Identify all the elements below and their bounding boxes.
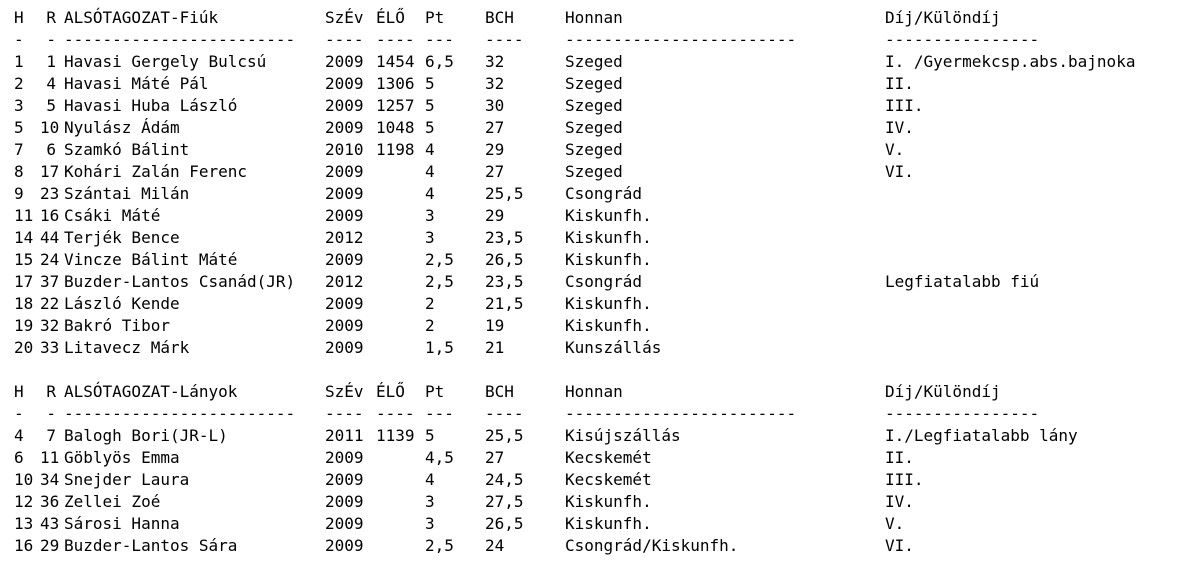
separator-h: - bbox=[14, 404, 24, 423]
cell-r: 37 bbox=[40, 272, 60, 291]
cell-bch: 19 bbox=[485, 316, 505, 335]
column-header-honnan: Honnan bbox=[565, 382, 623, 401]
cell-szev: 2009 bbox=[325, 536, 364, 555]
cell-szev: 2009 bbox=[325, 448, 364, 467]
cell-r: 43 bbox=[40, 514, 60, 533]
cell-bch: 32 bbox=[485, 74, 505, 93]
cell-elo: 1198 bbox=[376, 140, 415, 159]
cell-szev: 2009 bbox=[325, 316, 364, 335]
column-header-h: H bbox=[14, 382, 24, 401]
cell-r: 24 bbox=[40, 250, 60, 269]
cell-name: Kohári Zalán Ferenc bbox=[64, 162, 248, 181]
separator-dij: ---------------- bbox=[885, 404, 1040, 423]
cell-honnan: Csongrád/Kiskunfh. bbox=[565, 536, 739, 555]
cell-pt: 5 bbox=[425, 74, 435, 93]
cell-bch: 21 bbox=[485, 338, 505, 357]
cell-dij: I./Legfiatalabb lány bbox=[885, 426, 1078, 445]
cell-h: 2 bbox=[14, 74, 24, 93]
cell-pt: 3 bbox=[425, 228, 435, 247]
section-title: ALSÓTAGOZAT-Lányok bbox=[64, 382, 238, 401]
cell-bch: 30 bbox=[485, 96, 505, 115]
table-row bbox=[0, 535, 1201, 557]
cell-name: Bakró Tibor bbox=[64, 316, 170, 335]
cell-name: Sárosi Hanna bbox=[64, 514, 180, 533]
cell-h: 12 bbox=[14, 492, 34, 511]
cell-name: Terjék Bence bbox=[64, 228, 180, 247]
cell-szev: 2010 bbox=[325, 140, 364, 159]
cell-dij: II. bbox=[885, 74, 914, 93]
cell-elo: 1048 bbox=[376, 118, 415, 137]
cell-bch: 25,5 bbox=[485, 184, 524, 203]
cell-pt: 5 bbox=[425, 96, 435, 115]
cell-bch: 21,5 bbox=[485, 294, 524, 313]
cell-bch: 27 bbox=[485, 448, 505, 467]
cell-pt: 3 bbox=[425, 206, 435, 225]
column-header-bch: BCH bbox=[485, 382, 514, 401]
cell-bch: 24,5 bbox=[485, 470, 524, 489]
separator-elo: ---- bbox=[376, 30, 415, 49]
cell-r: 44 bbox=[40, 228, 60, 247]
cell-dij: Legfiatalabb fiú bbox=[885, 272, 1040, 291]
cell-honnan: Kisújszállás bbox=[565, 426, 681, 445]
cell-dij: I. /Gyermekcsp.abs.bajnoka bbox=[885, 52, 1136, 71]
separator-elo: ---- bbox=[376, 404, 415, 423]
cell-name: Havasi Gergely Bulcsú bbox=[64, 52, 267, 71]
cell-honnan: Csongrád bbox=[565, 272, 643, 291]
cell-szev: 2009 bbox=[325, 206, 364, 225]
cell-szev: 2009 bbox=[325, 96, 364, 115]
table-row bbox=[0, 271, 1201, 293]
cell-name: Havasi Máté Pál bbox=[64, 74, 209, 93]
cell-honnan: Kecskemét bbox=[565, 448, 652, 467]
cell-honnan: Szeged bbox=[565, 52, 623, 71]
separator-szev: ---- bbox=[325, 30, 364, 49]
cell-honnan: Szeged bbox=[565, 74, 623, 93]
cell-pt: 2 bbox=[425, 316, 435, 335]
cell-r: 11 bbox=[40, 448, 60, 467]
cell-h: 18 bbox=[14, 294, 34, 313]
cell-h: 14 bbox=[14, 228, 34, 247]
cell-honnan: Szeged bbox=[565, 118, 623, 137]
cell-name: Litavecz Márk bbox=[64, 338, 190, 357]
cell-dij: III. bbox=[885, 470, 924, 489]
cell-name: Buzder-Lantos Csanád(JR) bbox=[64, 272, 296, 291]
cell-bch: 23,5 bbox=[485, 228, 524, 247]
cell-pt: 4 bbox=[425, 470, 435, 489]
table-row bbox=[0, 469, 1201, 491]
cell-szev: 2009 bbox=[325, 470, 364, 489]
cell-pt: 2 bbox=[425, 294, 435, 313]
separator-dij: ---------------- bbox=[885, 30, 1040, 49]
cell-dij: IV. bbox=[885, 492, 914, 511]
cell-h: 6 bbox=[14, 448, 24, 467]
boys-separator-row bbox=[0, 29, 1201, 51]
cell-pt: 4,5 bbox=[425, 448, 454, 467]
cell-pt: 4 bbox=[425, 162, 435, 181]
girls-separator-row bbox=[0, 403, 1201, 425]
cell-r: 32 bbox=[40, 316, 60, 335]
column-header-elo: ÉLŐ bbox=[376, 8, 405, 27]
cell-h: 7 bbox=[14, 140, 24, 159]
cell-elo: 1139 bbox=[376, 426, 415, 445]
cell-dij: VI. bbox=[885, 162, 914, 181]
separator-bch: ---- bbox=[485, 404, 524, 423]
cell-dij: V. bbox=[885, 514, 905, 533]
cell-pt: 3 bbox=[425, 514, 435, 533]
cell-name: Szamkó Bálint bbox=[64, 140, 190, 159]
cell-name: Csáki Máté bbox=[64, 206, 161, 225]
cell-bch: 23,5 bbox=[485, 272, 524, 291]
cell-pt: 5 bbox=[425, 118, 435, 137]
cell-honnan: Csongrád bbox=[565, 184, 643, 203]
cell-r: 22 bbox=[40, 294, 60, 313]
cell-szev: 2009 bbox=[325, 162, 364, 181]
cell-r: 36 bbox=[40, 492, 60, 511]
table-row bbox=[0, 51, 1201, 73]
column-header-bch: BCH bbox=[485, 8, 514, 27]
separator-name: ------------------------ bbox=[64, 404, 296, 423]
cell-r: 5 bbox=[46, 96, 56, 115]
cell-r: 7 bbox=[46, 426, 56, 445]
cell-h: 20 bbox=[14, 338, 34, 357]
cell-r: 33 bbox=[40, 338, 60, 357]
cell-szev: 2009 bbox=[325, 492, 364, 511]
cell-pt: 2,5 bbox=[425, 272, 454, 291]
cell-h: 9 bbox=[14, 184, 24, 203]
cell-szev: 2012 bbox=[325, 272, 364, 291]
cell-dij: III. bbox=[885, 96, 924, 115]
cell-r: 17 bbox=[40, 162, 60, 181]
cell-name: László Kende bbox=[64, 294, 180, 313]
table-row bbox=[0, 139, 1201, 161]
cell-h: 3 bbox=[14, 96, 24, 115]
cell-szev: 2012 bbox=[325, 228, 364, 247]
table-row bbox=[0, 95, 1201, 117]
cell-szev: 2009 bbox=[325, 52, 364, 71]
cell-honnan: Kiskunfh. bbox=[565, 206, 652, 225]
cell-h: 8 bbox=[14, 162, 24, 181]
cell-szev: 2009 bbox=[325, 118, 364, 137]
column-header-szev: SzÉv bbox=[325, 382, 364, 401]
table-row bbox=[0, 425, 1201, 447]
column-header-honnan: Honnan bbox=[565, 8, 623, 27]
section-title: ALSÓTAGOZAT-Fiúk bbox=[64, 8, 219, 27]
column-header-dij: Díj/Különdíj bbox=[885, 8, 1001, 27]
cell-h: 4 bbox=[14, 426, 24, 445]
cell-honnan: Szeged bbox=[565, 96, 623, 115]
table-row bbox=[0, 315, 1201, 337]
separator-honnan: ------------------------ bbox=[565, 404, 797, 423]
separator-pt: --- bbox=[425, 30, 454, 49]
cell-name: Havasi Huba László bbox=[64, 96, 238, 115]
cell-r: 6 bbox=[46, 140, 56, 159]
separator-r: - bbox=[46, 30, 56, 49]
cell-name: Balogh Bori(JR-L) bbox=[64, 426, 228, 445]
cell-bch: 25,5 bbox=[485, 426, 524, 445]
cell-pt: 4 bbox=[425, 140, 435, 159]
table-row bbox=[0, 513, 1201, 535]
cell-pt: 2,5 bbox=[425, 536, 454, 555]
cell-honnan: Szeged bbox=[565, 140, 623, 159]
cell-honnan: Kiskunfh. bbox=[565, 250, 652, 269]
cell-bch: 27 bbox=[485, 162, 505, 181]
cell-honnan: Kunszállás bbox=[565, 338, 662, 357]
table-row bbox=[0, 447, 1201, 469]
cell-name: Szántai Milán bbox=[64, 184, 190, 203]
cell-r: 1 bbox=[46, 52, 56, 71]
table-row bbox=[0, 117, 1201, 139]
boys-header-row bbox=[0, 7, 1201, 29]
column-header-r: R bbox=[46, 8, 56, 27]
separator-szev: ---- bbox=[325, 404, 364, 423]
cell-pt: 5 bbox=[425, 426, 435, 445]
cell-honnan: Kiskunfh. bbox=[565, 294, 652, 313]
cell-szev: 2009 bbox=[325, 250, 364, 269]
cell-honnan: Kiskunfh. bbox=[565, 492, 652, 511]
cell-szev: 2009 bbox=[325, 74, 364, 93]
separator-r: - bbox=[46, 404, 56, 423]
column-header-pt: Pt bbox=[425, 8, 445, 27]
separator-pt: --- bbox=[425, 404, 454, 423]
column-header-pt: Pt bbox=[425, 382, 445, 401]
table-row bbox=[0, 249, 1201, 271]
cell-name: Snejder Laura bbox=[64, 470, 190, 489]
cell-r: 29 bbox=[40, 536, 60, 555]
separator-bch: ---- bbox=[485, 30, 524, 49]
cell-name: Göblyös Emma bbox=[64, 448, 180, 467]
column-header-szev: SzÉv bbox=[325, 8, 364, 27]
cell-h: 16 bbox=[14, 536, 34, 555]
column-header-elo: ÉLŐ bbox=[376, 382, 405, 401]
cell-bch: 27 bbox=[485, 118, 505, 137]
cell-pt: 2,5 bbox=[425, 250, 454, 269]
cell-name: Nyulász Ádám bbox=[64, 118, 180, 137]
girls-header-row bbox=[0, 381, 1201, 403]
cell-bch: 32 bbox=[485, 52, 505, 71]
cell-bch: 29 bbox=[485, 140, 505, 159]
cell-r: 4 bbox=[46, 74, 56, 93]
cell-h: 11 bbox=[14, 206, 34, 225]
cell-name: Zellei Zoé bbox=[64, 492, 161, 511]
cell-pt: 3 bbox=[425, 492, 435, 511]
cell-szev: 2009 bbox=[325, 338, 364, 357]
cell-honnan: Kecskemét bbox=[565, 470, 652, 489]
cell-pt: 1,5 bbox=[425, 338, 454, 357]
cell-pt: 6,5 bbox=[425, 52, 454, 71]
cell-szev: 2009 bbox=[325, 514, 364, 533]
cell-bch: 26,5 bbox=[485, 514, 524, 533]
cell-h: 5 bbox=[14, 118, 24, 137]
cell-name: Vincze Bálint Máté bbox=[64, 250, 238, 269]
cell-honnan: Kiskunfh. bbox=[565, 228, 652, 247]
cell-szev: 2011 bbox=[325, 426, 364, 445]
cell-dij: V. bbox=[885, 140, 905, 159]
cell-dij: IV. bbox=[885, 118, 914, 137]
cell-h: 10 bbox=[14, 470, 34, 489]
table-row bbox=[0, 205, 1201, 227]
cell-honnan: Kiskunfh. bbox=[565, 316, 652, 335]
table-row bbox=[0, 293, 1201, 315]
cell-r: 10 bbox=[40, 118, 60, 137]
cell-h: 17 bbox=[14, 272, 34, 291]
cell-name: Buzder-Lantos Sára bbox=[64, 536, 238, 555]
cell-honnan: Kiskunfh. bbox=[565, 514, 652, 533]
table-row bbox=[0, 337, 1201, 359]
table-row bbox=[0, 73, 1201, 95]
cell-h: 1 bbox=[14, 52, 24, 71]
cell-honnan: Szeged bbox=[565, 162, 623, 181]
table-row bbox=[0, 227, 1201, 249]
cell-h: 13 bbox=[14, 514, 34, 533]
cell-r: 23 bbox=[40, 184, 60, 203]
separator-name: ------------------------ bbox=[64, 30, 296, 49]
table-row bbox=[0, 161, 1201, 183]
cell-elo: 1454 bbox=[376, 52, 415, 71]
column-header-r: R bbox=[46, 382, 56, 401]
cell-szev: 2009 bbox=[325, 294, 364, 313]
separator-honnan: ------------------------ bbox=[565, 30, 797, 49]
column-header-dij: Díj/Különdíj bbox=[885, 382, 1001, 401]
cell-szev: 2009 bbox=[325, 184, 364, 203]
cell-elo: 1257 bbox=[376, 96, 415, 115]
cell-dij: VI. bbox=[885, 536, 914, 555]
cell-h: 19 bbox=[14, 316, 34, 335]
cell-bch: 24 bbox=[485, 536, 505, 555]
cell-dij: II. bbox=[885, 448, 914, 467]
table-row bbox=[0, 183, 1201, 205]
separator-h: - bbox=[14, 30, 24, 49]
cell-bch: 29 bbox=[485, 206, 505, 225]
cell-bch: 26,5 bbox=[485, 250, 524, 269]
cell-elo: 1306 bbox=[376, 74, 415, 93]
cell-pt: 4 bbox=[425, 184, 435, 203]
cell-bch: 27,5 bbox=[485, 492, 524, 511]
cell-r: 16 bbox=[40, 206, 60, 225]
column-header-h: H bbox=[14, 8, 24, 27]
table-row bbox=[0, 491, 1201, 513]
cell-r: 34 bbox=[40, 470, 60, 489]
cell-h: 15 bbox=[14, 250, 34, 269]
